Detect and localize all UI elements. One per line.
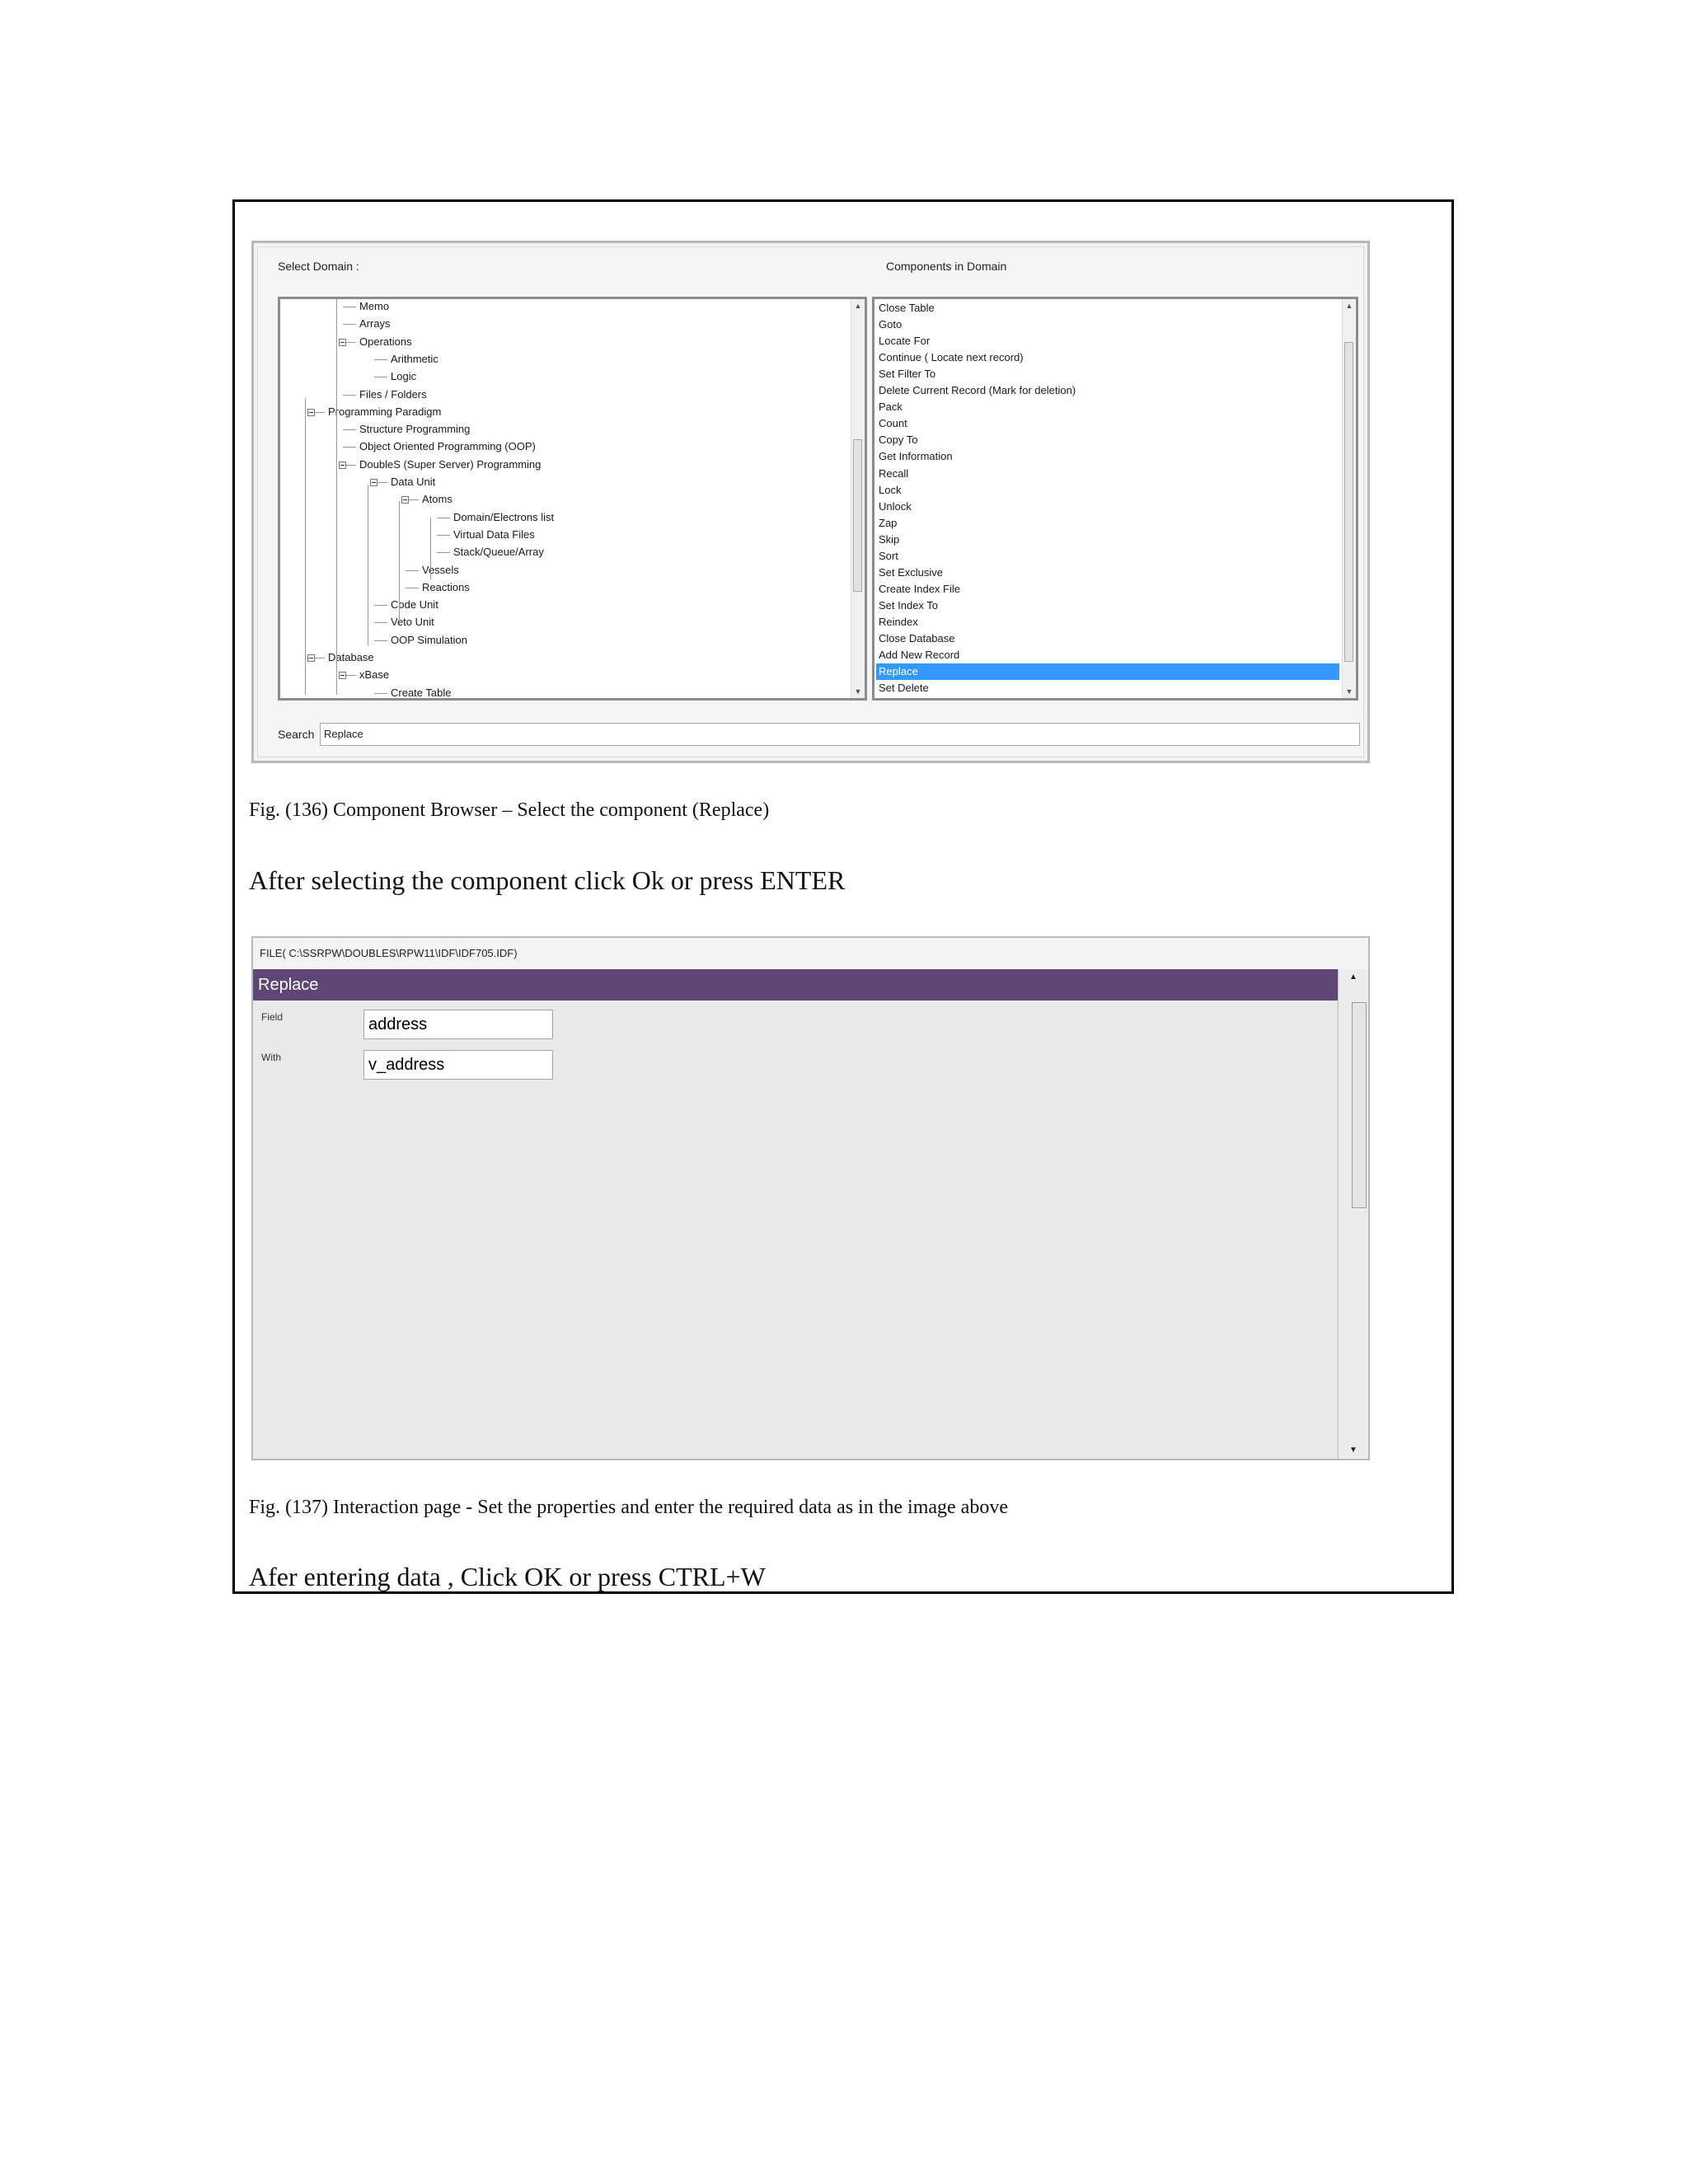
component-item[interactable]: Set Index To — [879, 598, 939, 612]
tree-node[interactable]: Stack/Queue/Array — [453, 546, 544, 559]
tree-node[interactable]: xBase — [359, 668, 390, 682]
component-item[interactable]: Lock — [879, 483, 902, 496]
components-in-domain-label: Components in Domain — [886, 260, 1007, 273]
component-item[interactable]: Count — [879, 417, 907, 430]
search-input[interactable]: Replace — [320, 723, 1360, 746]
tree-connector-line — [374, 640, 387, 641]
component-item[interactable]: Copy To — [879, 434, 918, 447]
tree-node[interactable]: Structure Programming — [359, 423, 471, 436]
scroll-up-arrow-icon[interactable]: ▲ — [1349, 972, 1357, 982]
component-item[interactable]: Close Database — [879, 632, 955, 644]
scroll-down-arrow-icon[interactable]: ▼ — [854, 687, 862, 696]
domain-tree[interactable] — [278, 297, 867, 701]
tree-node[interactable]: Virtual Data Files — [453, 527, 535, 541]
component-item[interactable]: Set Exclusive — [879, 565, 944, 579]
tree-guide-line — [305, 645, 306, 695]
tree-connector-line — [343, 429, 356, 430]
tree-connector-line — [437, 552, 450, 553]
tree-connector-line — [343, 324, 356, 325]
tree-collapse-icon[interactable] — [339, 672, 346, 679]
with-input[interactable]: v_address — [363, 1050, 553, 1080]
figure-137-caption: Fig. (137) Interaction page - Set the properties and enter the required data as in the image above — [249, 1497, 1008, 1518]
component-item[interactable]: Add New Record — [879, 649, 960, 662]
scroll-up-arrow-icon[interactable]: ▲ — [1345, 302, 1353, 310]
scroll-down-arrow-icon[interactable]: ▼ — [1349, 1446, 1357, 1455]
tree-collapse-icon[interactable] — [339, 339, 346, 346]
tree-node[interactable]: Code Unit — [391, 598, 438, 612]
scroll-up-arrow-icon[interactable]: ▲ — [854, 302, 862, 310]
component-item[interactable]: Locate For — [879, 335, 931, 348]
tree-node[interactable]: Domain/Electrons list — [453, 510, 555, 523]
tree-node[interactable]: Object Oriented Programming (OOP) — [359, 440, 536, 453]
tree-node[interactable]: Vessels — [422, 563, 459, 576]
tree-guide-line — [430, 518, 431, 579]
component-item-selected[interactable]: Replace — [876, 663, 1339, 680]
tree-collapse-icon[interactable] — [370, 479, 377, 486]
tree-guide-line — [305, 398, 306, 687]
window-title-bar: FILE( C:\SSRPW\DOUBLES\RPW11\IDF\IDF705.IDF) — [253, 938, 1368, 970]
component-item[interactable]: Set Delete — [879, 682, 929, 695]
tree-connector-line — [437, 535, 450, 536]
component-browser-inner — [257, 246, 1364, 757]
component-item[interactable]: Zap — [879, 516, 898, 529]
tree-node[interactable]: Reactions — [422, 580, 470, 593]
tree-guide-line — [336, 299, 337, 398]
search-label: Search — [278, 728, 315, 741]
tree-node[interactable]: DoubleS (Super Server) Programming — [359, 457, 542, 471]
tree-collapse-icon[interactable] — [307, 654, 315, 662]
component-item[interactable]: Delete Current Record (Mark for deletion) — [879, 384, 1076, 397]
component-item[interactable]: Create Index File — [879, 582, 960, 595]
scroll-down-arrow-icon[interactable]: ▼ — [1345, 687, 1353, 696]
domain-tree-scrollbar[interactable] — [851, 299, 865, 698]
tree-node[interactable]: Data Unit — [391, 476, 436, 488]
figure-136-caption: Fig. (136) Component Browser – Select the component (Replace) — [249, 799, 770, 821]
tree-node[interactable]: Memo — [359, 300, 390, 312]
component-item[interactable]: Goto — [879, 318, 903, 331]
component-item[interactable]: Close Table — [879, 302, 935, 314]
component-item[interactable]: Continue ( Locate next record) — [879, 351, 1024, 364]
field-label: Field — [261, 1011, 284, 1023]
component-item[interactable]: Pack — [879, 401, 903, 414]
component-item[interactable]: Reindex — [879, 615, 918, 628]
tree-node[interactable]: Arithmetic — [391, 352, 438, 365]
component-item[interactable]: Skip — [879, 532, 900, 546]
tree-node[interactable]: OOP Simulation — [391, 633, 467, 646]
tree-connector-line — [343, 447, 356, 448]
component-item[interactable]: Unlock — [879, 499, 912, 513]
tree-node[interactable]: Files / Folders — [359, 387, 427, 401]
field-input[interactable]: address — [363, 1010, 553, 1039]
tree-connector-line — [406, 570, 419, 571]
select-domain-label: Select Domain : — [278, 260, 359, 273]
interaction-scrollbar[interactable] — [1338, 969, 1368, 1459]
tree-node[interactable]: Database — [328, 651, 374, 663]
tree-guide-line — [399, 501, 400, 625]
tree-node[interactable]: Logic — [391, 370, 417, 383]
tree-node[interactable]: Atoms — [422, 493, 452, 506]
component-item[interactable]: Recall — [879, 466, 909, 480]
interaction-page-panel — [251, 936, 1370, 1460]
component-item[interactable]: Get Information — [879, 450, 953, 463]
tree-node[interactable]: Arrays — [359, 317, 391, 330]
tree-connector-line — [374, 605, 387, 606]
with-label: With — [261, 1052, 281, 1063]
components-list[interactable] — [872, 297, 1358, 701]
component-item[interactable]: Sort — [879, 549, 898, 562]
tree-collapse-icon[interactable] — [401, 496, 409, 504]
component-browser-panel — [251, 241, 1370, 763]
tree-connector-line — [374, 359, 387, 360]
scroll-thumb[interactable] — [1352, 1002, 1367, 1208]
tree-connector-line — [343, 395, 356, 396]
tree-collapse-icon[interactable] — [339, 462, 346, 469]
component-item[interactable]: Set Filter To — [879, 368, 936, 381]
tree-node[interactable]: Create Table — [391, 686, 452, 699]
scroll-thumb[interactable] — [853, 439, 862, 592]
tree-node[interactable]: Veto Unit — [391, 616, 434, 629]
instruction-text-1: After selecting the component click Ok or press ENTER — [249, 865, 846, 895]
scroll-thumb[interactable] — [1344, 342, 1353, 662]
components-list-scrollbar[interactable] — [1342, 299, 1356, 698]
tree-guide-line — [336, 629, 337, 695]
tree-node[interactable]: Operations — [359, 335, 412, 348]
interaction-header: Replace — [253, 969, 1339, 1001]
tree-connector-line — [374, 693, 387, 694]
tree-node[interactable]: Programming Paradigm — [328, 405, 442, 418]
tree-connector-line — [374, 622, 387, 623]
instruction-text-2: Afer entering data , Click OK or press CTRL+W — [249, 1562, 766, 1591]
tree-collapse-icon[interactable] — [307, 409, 315, 416]
